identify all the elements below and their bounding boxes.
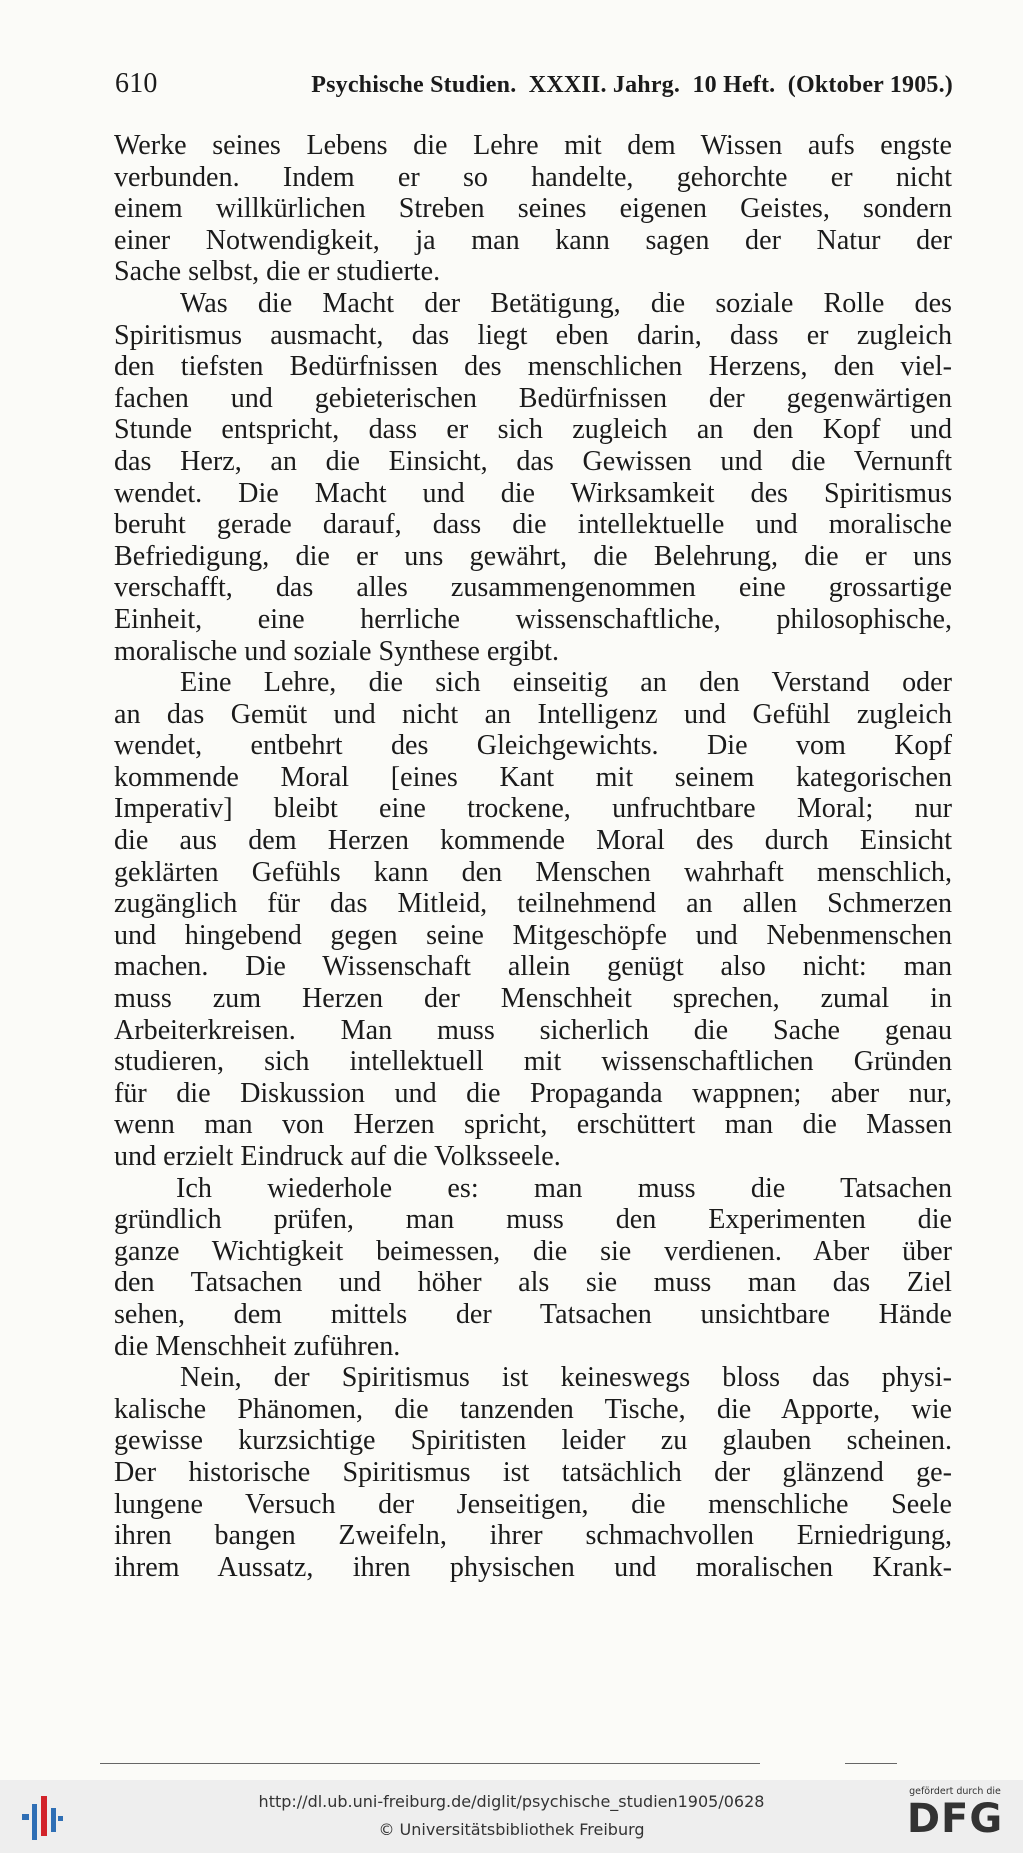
- text-line: beruht gerade darauf, dass die intellektuelle und moralische: [114, 509, 952, 541]
- text-line: an das Gemüt und nicht an Intelligenz und Gefühl zugleich: [114, 698, 952, 730]
- text-line: kommende Moral [eines Kant mit seinem kategorischen: [114, 761, 952, 793]
- text-line: machen. Die Wissenschaft allein genügt also nicht: man: [114, 951, 952, 983]
- page-number: 610: [115, 68, 158, 99]
- text-line: und hingebend gegen seine Mitgeschöpfe und Nebenmenschen: [114, 919, 952, 951]
- text-line: ganze Wichtigkeit beimessen, die sie verdienen. Aber über: [114, 1235, 952, 1267]
- text-line: die Menschheit zuführen.: [114, 1330, 401, 1362]
- text-line: Werke seines Lebens die Lehre mit dem Wissen aufs engste: [114, 130, 952, 161]
- text-line: wendet, entbehrt des Gleichgewichts. Die vom Kopf: [114, 730, 952, 762]
- dfg-logo-text: DFG: [906, 1796, 1004, 1842]
- text-line: zugänglich für das Mitleid, teilnehmend an allen Schmerzen: [114, 888, 952, 920]
- text-line: studieren, sich intellektuell mit wissenschaftlichen Gründen: [114, 1046, 952, 1078]
- text-line: wenn man von Herzen spricht, erschüttert man die Massen: [114, 1109, 952, 1141]
- text-line: Stunde entspricht, dass er sich zugleich an den Kopf und: [114, 414, 952, 446]
- text-line: verschafft, das alles zusammengenommen eine grossartige: [114, 572, 952, 604]
- text-line: Befriedigung, die er uns gewährt, die Belehrung, die er uns: [114, 540, 952, 572]
- text-line: Eine Lehre, die sich einseitig an den Verstand oder: [180, 667, 952, 699]
- text-line: gewisse kurzsichtige Spiritisten leider zu glauben scheinen.: [114, 1425, 952, 1457]
- copyright-text: © Universitätsbibliothek Freiburg: [378, 1820, 645, 1839]
- text-line: Was die Macht der Betätigung, die soziale Rolle des: [180, 287, 952, 319]
- text-line: den Tatsachen und höher als sie muss man das Ziel: [114, 1267, 952, 1299]
- text-line: Ich wiederhole es: man muss die Tatsachen: [176, 1172, 952, 1204]
- dfg-funded-label: gefördert durch die: [909, 1786, 1001, 1797]
- text-line: für die Diskussion und die Propaganda wappnen; aber nur,: [114, 1077, 952, 1109]
- text-line: lungene Versuch der Jenseitigen, die menschliche Seele: [114, 1488, 952, 1520]
- text-line: Einheit, eine herrliche wissenschaftliche, philosophische,: [114, 603, 952, 635]
- text-line: einem willkürlichen Streben seines eigenen Geistes, sondern: [114, 193, 952, 225]
- text-line: Arbeiterkreisen. Man muss sicherlich die Sache genau: [114, 1014, 952, 1046]
- running-header: [115, 68, 953, 102]
- dfg-logo: [895, 1786, 1015, 1848]
- text-line: einer Notwendigkeit, ja man kann sagen der Natur der: [114, 224, 952, 256]
- text-line: kalische Phänomen, die tanzenden Tische, die Apporte, wie: [114, 1393, 952, 1425]
- bottom-rule-short: [845, 1763, 897, 1764]
- bottom-rule: [100, 1763, 760, 1764]
- text-line: Der historische Spiritismus ist tatsächlich der glänzend ge-: [114, 1456, 952, 1488]
- viewer-footer: [0, 1780, 1023, 1853]
- text-line: wendet. Die Macht und die Wirksamkeit des Spiritismus: [114, 477, 952, 509]
- text-line: Imperativ] bleibt eine trockene, unfruchtbare Moral; nur: [114, 793, 952, 825]
- text-line: verbunden. Indem er so handelte, gehorchte er nicht: [114, 161, 952, 193]
- text-line: Spiritismus ausmacht, das liegt eben darin, dass er zugleich: [114, 319, 952, 351]
- text-line: ihren bangen Zweifeln, ihrer schmachvollen Erniedrigung,: [114, 1520, 952, 1552]
- text-line: moralische und soziale Synthese ergibt.: [114, 635, 559, 667]
- text-line: gründlich prüfen, man muss den Experimenten die: [114, 1204, 952, 1236]
- text-line: die aus dem Herzen kommende Moral des durch Einsicht: [114, 825, 952, 857]
- text-line: geklärten Gefühls kann den Menschen wahrhaft menschlich,: [114, 856, 952, 888]
- running-title: Psychische Studien. XXXII. Jahrg. 10 Heft. (Oktober 1905.): [311, 72, 953, 98]
- page-url-link[interactable]: http://dl.ub.uni-freiburg.de/diglit/psychische_studien1905/0628: [258, 1792, 765, 1811]
- text-line: Sache selbst, die er studierte.: [114, 256, 441, 288]
- text-line: und erzielt Eindruck auf die Volksseele.: [114, 1141, 561, 1172]
- body-text: [114, 130, 952, 1583]
- text-line: den tiefsten Bedürfnissen des menschlichen Herzens, den viel-: [114, 351, 952, 383]
- text-line: das Herz, an die Einsicht, das Gewissen und die Vernunft: [114, 445, 952, 477]
- text-line: fachen und gebieterischen Bedürfnissen der gegenwärtigen: [114, 382, 952, 414]
- text-line: ihrem Aussatz, ihren physischen und moralischen Krank-: [114, 1551, 952, 1583]
- text-line: sehen, dem mittels der Tatsachen unsichtbare Hände: [114, 1298, 952, 1330]
- text-line: muss zum Herzen der Menschheit sprechen, zumal in: [114, 983, 952, 1015]
- text-line: Nein, der Spiritismus ist keineswegs bloss das physi-: [180, 1362, 952, 1394]
